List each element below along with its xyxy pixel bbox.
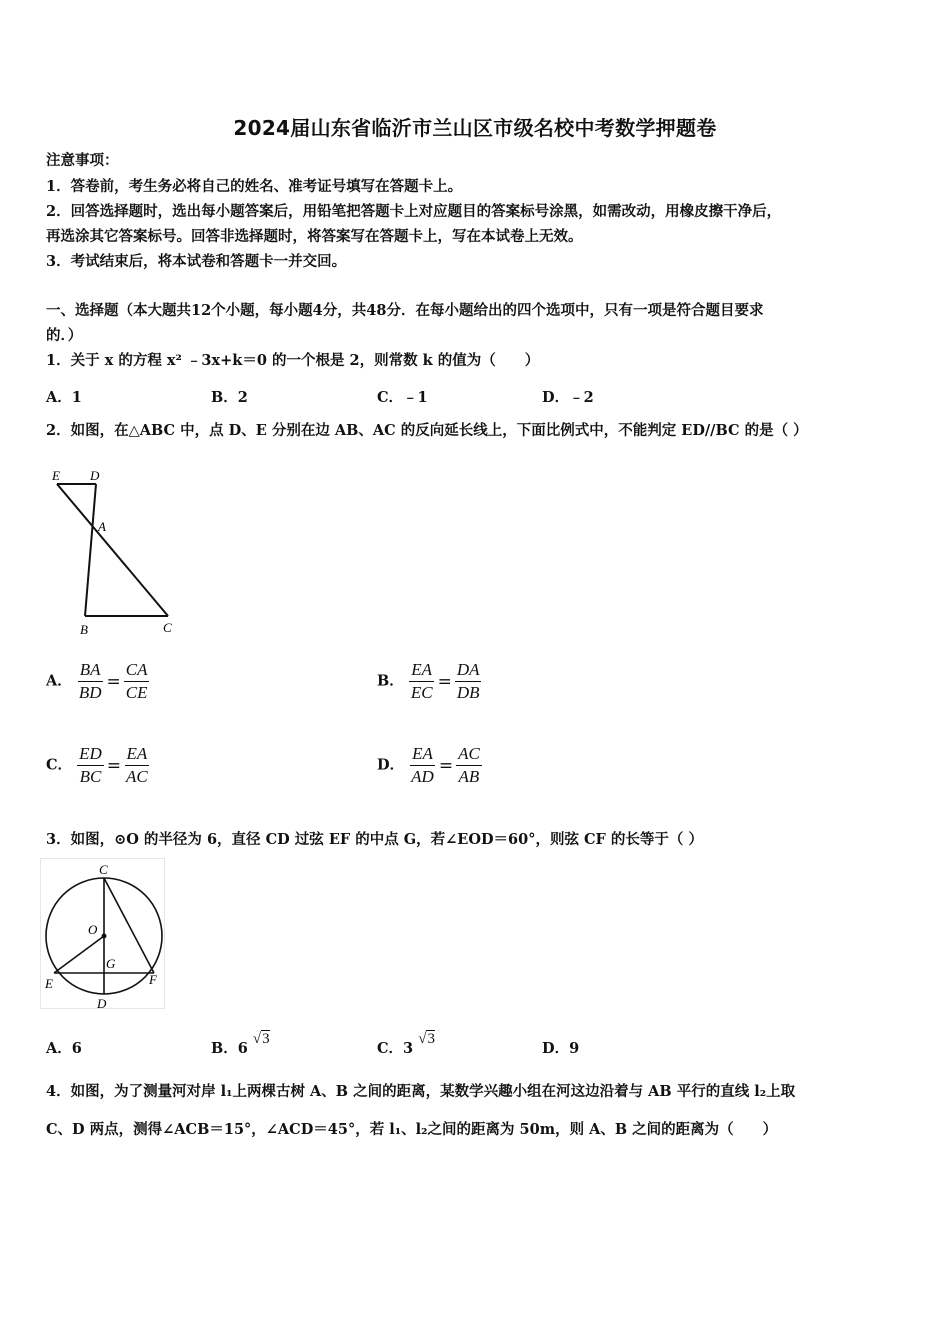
denominator: BD [78, 683, 102, 702]
numerator: ED [77, 744, 104, 766]
q1-option-d: D．﹣2 [542, 389, 594, 406]
numerator: AC [456, 744, 482, 766]
q2-option-c [46, 744, 150, 787]
q2-option-b [377, 660, 481, 703]
sqrt-sign: √ [418, 1031, 427, 1047]
q3-option-b [211, 1031, 270, 1058]
radical [253, 1031, 270, 1047]
option-label: B． [211, 1040, 238, 1057]
option-value: 9 [569, 1040, 580, 1057]
label-e: E [45, 976, 53, 991]
section-heading-cont: 的．） [46, 327, 83, 344]
center-point [102, 934, 107, 939]
q1-option-b: B．2 [211, 389, 248, 406]
option-label: A． [46, 672, 72, 690]
denominator: AC [126, 767, 148, 786]
label-a: A [98, 519, 106, 534]
label-f: F [149, 972, 157, 987]
option-value: 3 [403, 1040, 414, 1057]
q1-option-c: C．﹣1 [377, 389, 428, 406]
radicand: 3 [427, 1031, 435, 1047]
equals-sign: = [106, 671, 121, 692]
option-label: D． [542, 1040, 570, 1057]
radical [418, 1031, 435, 1047]
option-label: C． [377, 1040, 404, 1057]
fraction-right [124, 660, 150, 703]
option-label: A． [46, 1040, 72, 1057]
fraction-left [409, 660, 435, 703]
denominator: DB [456, 683, 480, 702]
notice-item-3: 3．考试结束后，将本试卷和答题卡一并交回。 [46, 253, 347, 270]
option-value: 6 [71, 1040, 82, 1057]
q3-option-d [542, 1037, 579, 1058]
label-d: D [97, 996, 107, 1011]
option-label: B． [377, 672, 404, 690]
numerator: BA [78, 660, 103, 682]
question-4-text: 4．如图，为了测量河对岸 l₁上两棵古树 A、B 之间的距离，某数学兴趣小组在河这边沿着与 AB 平行的直线 l₂上取 [46, 1083, 796, 1100]
numerator: CA [124, 660, 150, 682]
figure-frame [41, 859, 165, 1009]
segment-db [85, 484, 96, 616]
numerator: DA [455, 660, 482, 682]
fraction-right [124, 744, 150, 787]
denominator: EC [410, 683, 433, 702]
fraction-right [455, 660, 482, 703]
question-4-text-cont: C、D 两点，测得∠ACB＝15°，∠ACD＝45°，若 l₁、l₂之间的距离为 50m，则 A、B 之间的距离为（ ） [46, 1121, 778, 1138]
question-1-text: 1．关于 x 的方程 x² ﹣3x+k＝0 的一个根是 2，则常数 k 的值为（ ） [46, 352, 540, 369]
q3-option-a [46, 1037, 82, 1058]
denominator: AB [458, 767, 480, 786]
q3-circle-figure [40, 858, 170, 1013]
q1-option-a: A．1 [46, 389, 82, 406]
numerator: EA [410, 744, 435, 766]
sqrt-sign: √ [252, 1031, 262, 1047]
fraction-left [77, 660, 104, 703]
notice-heading: 注意事项： [46, 152, 119, 169]
segment-ec [57, 484, 168, 616]
fraction-left [409, 744, 436, 787]
notice-item-2: 2．回答选择题时，选出每小题答案后，用铅笔把答题卡上对应题目的答案标号涂黑，如需改动，用橡皮擦干净后， [46, 203, 782, 220]
numerator: EA [125, 744, 150, 766]
numerator: EA [409, 660, 434, 682]
fraction-right [456, 744, 482, 787]
denominator: BC [79, 767, 102, 786]
label-c: C [163, 620, 172, 635]
option-label: D． [377, 756, 405, 774]
denominator: CE [125, 683, 148, 702]
question-2-text: 2．如图，在△ABC 中，点 D、E 分别在边 AB、AC 的反向延长线上，下面比例式中，不能判定 ED//BC 的是（ ） [46, 422, 808, 439]
option-value: 6 [237, 1040, 248, 1057]
equals-sign: = [437, 671, 452, 692]
label-o: O [88, 922, 98, 937]
page-title: 2024届山东省临沂市兰山区市级名校中考数学押题卷 [233, 116, 717, 140]
q2-option-d [377, 744, 482, 787]
segment-eo [54, 936, 104, 973]
fraction-left [77, 744, 104, 787]
radicand: 3 [262, 1031, 270, 1047]
label-c: C [99, 862, 108, 877]
q3-option-c [377, 1031, 435, 1058]
label-d: D [90, 468, 100, 483]
equals-sign: = [438, 755, 454, 776]
label-b: B [80, 622, 88, 637]
notice-item-2-cont: 再选涂其它答案标号。回答非选择题时，将答案写在答题卡上，写在本试卷上无效。 [46, 228, 583, 245]
question-3-text: 3．如图，⊙O 的半径为 6，直径 CD 过弦 EF 的中点 G，若∠EOD＝60°，则弦 CF 的长等于（ ） [46, 831, 703, 848]
notice-item-1: 1．答卷前，考生务必将自己的姓名、准考证号填写在答题卡上。 [46, 178, 463, 195]
label-g: G [106, 956, 116, 971]
option-label: C． [46, 756, 73, 774]
denominator: AD [411, 767, 434, 786]
q2-triangle-figure [40, 462, 190, 642]
equals-sign: = [106, 755, 122, 776]
section-heading: 一、选择题（本大题共12个小题，每小题4分，共48分．在每小题给出的四个选项中，只有一项是符合题目要求 [46, 302, 764, 319]
label-e: E [52, 468, 60, 483]
q2-option-a [46, 660, 149, 703]
